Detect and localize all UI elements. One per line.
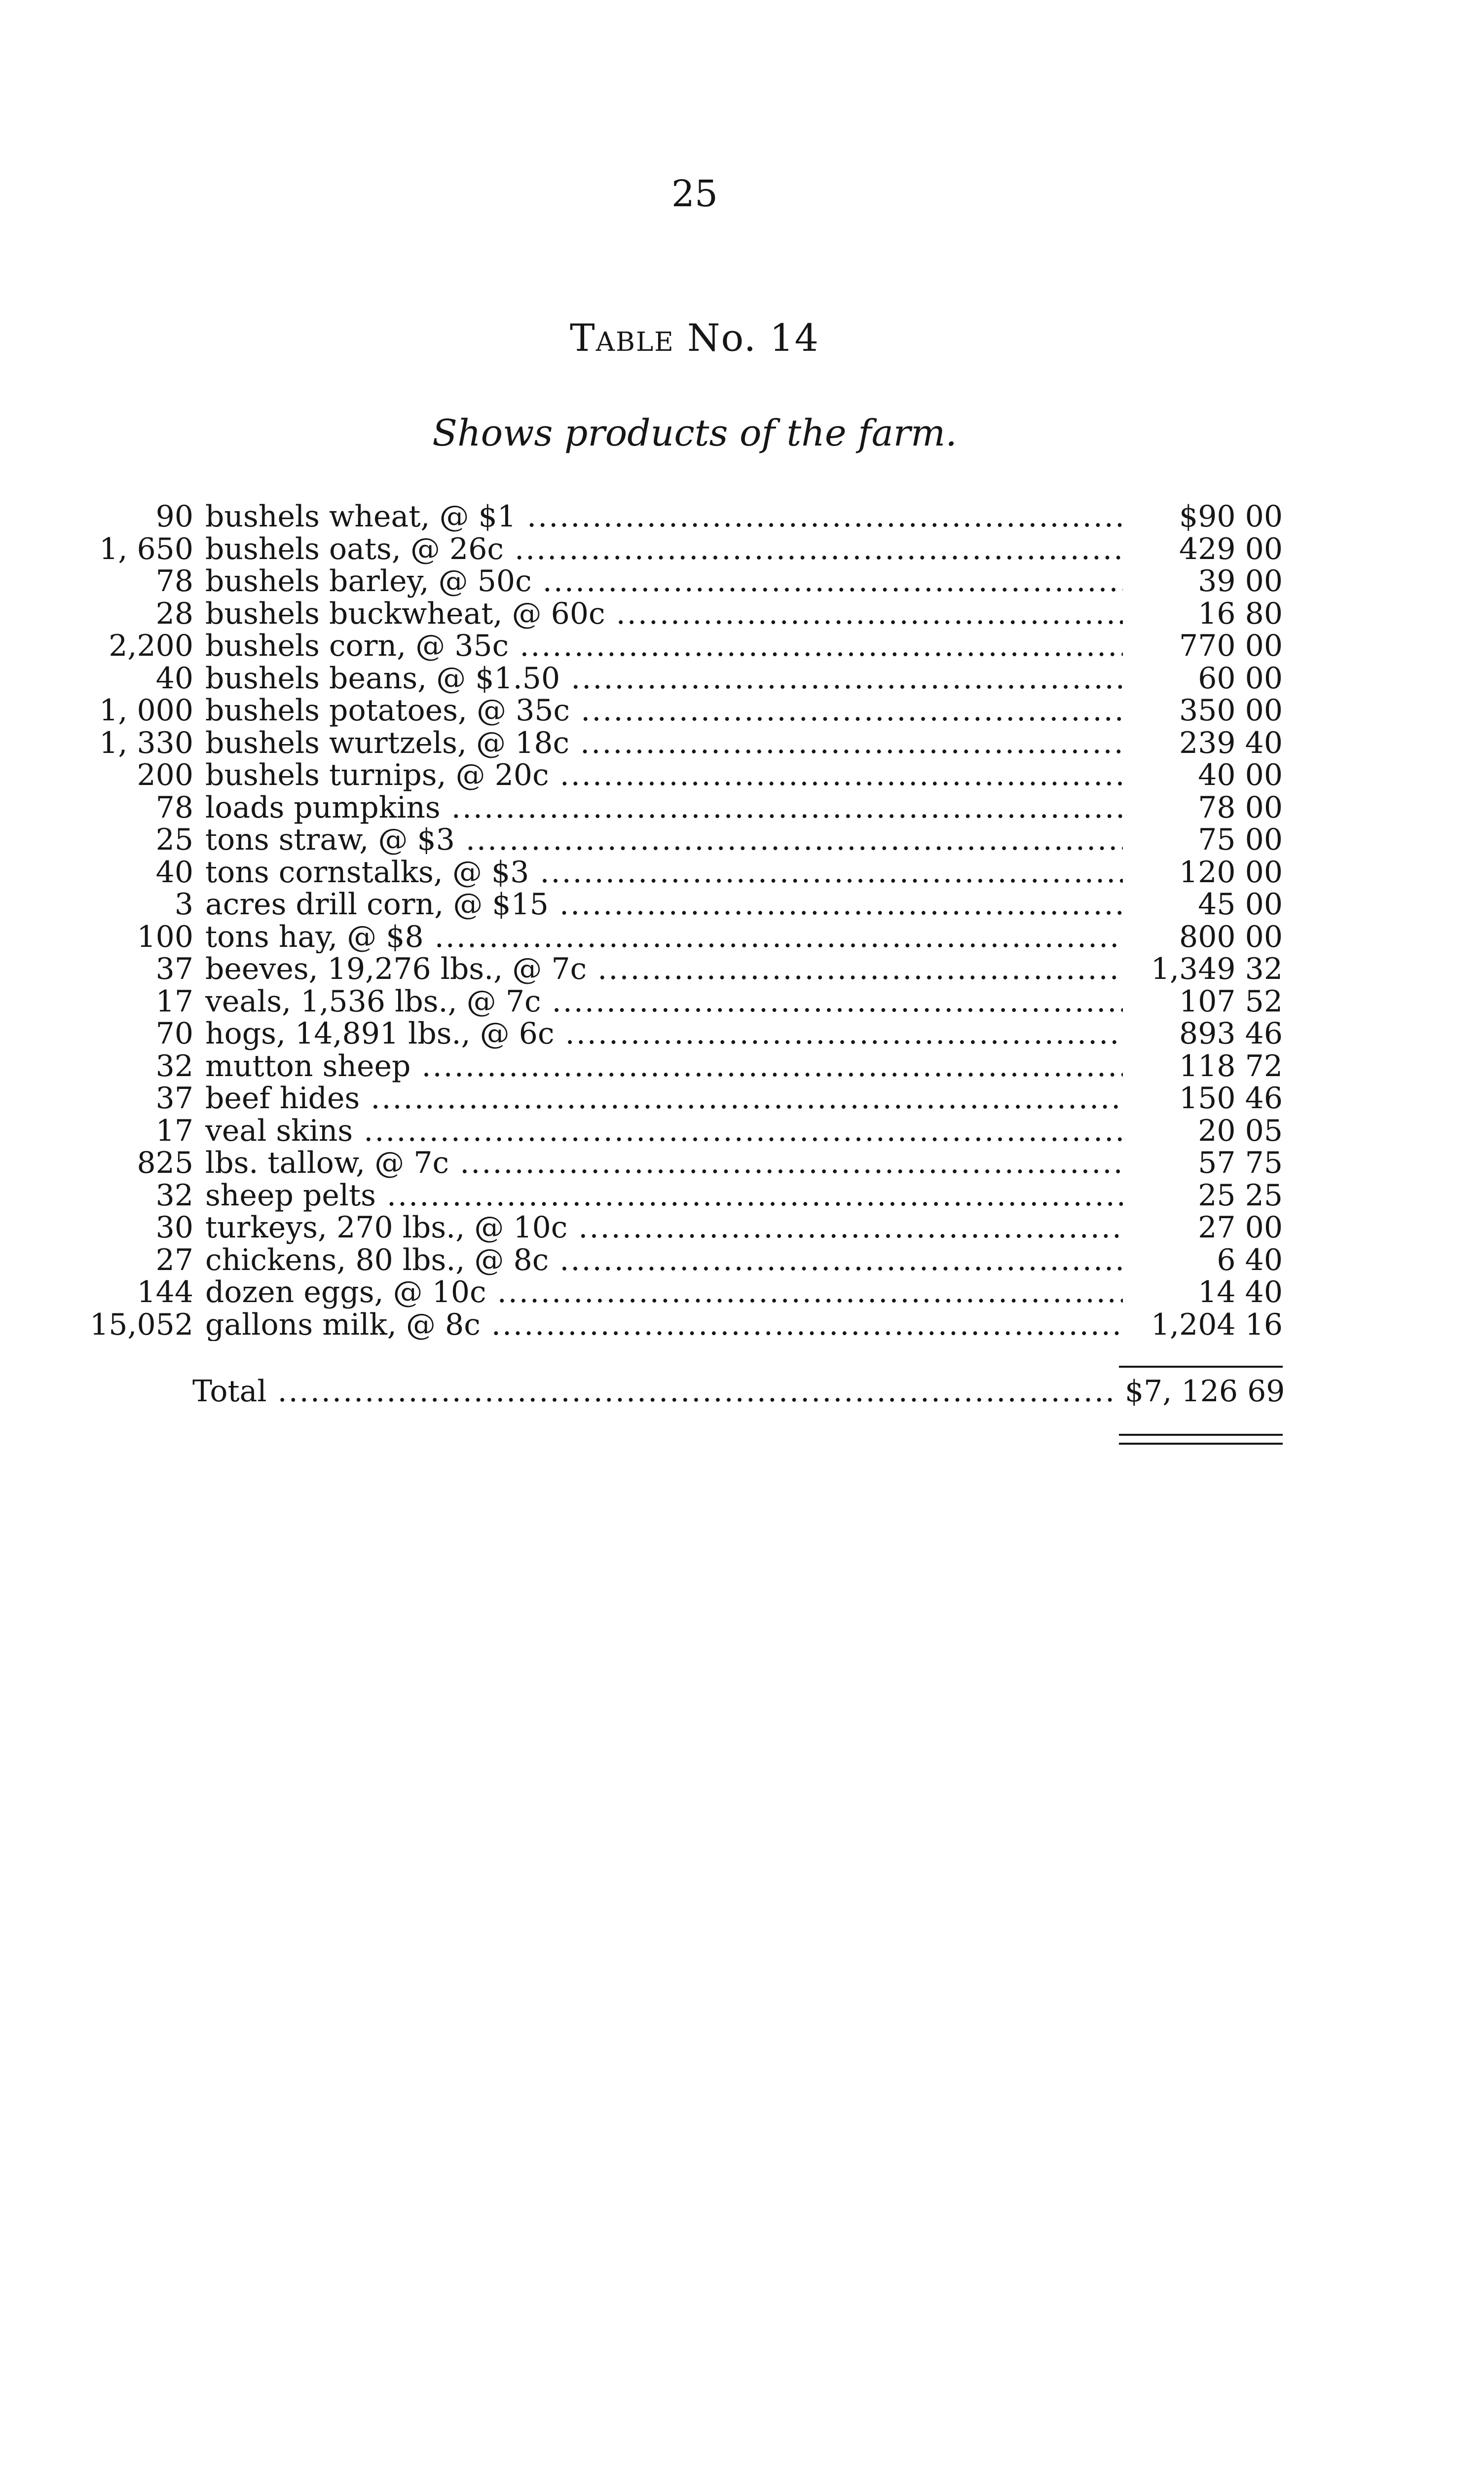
row-description: bushels potatoes, @ 35c ..... (205, 695, 1123, 727)
row-amount: 800 00 (1179, 919, 1283, 954)
row-amount: 20 05 (1198, 1113, 1283, 1148)
total-amount: $7, 126 69 (1125, 1374, 1285, 1409)
row-amount: 16 80 (1198, 596, 1283, 631)
row-description: bushels corn, @ 35c ..... (205, 630, 1123, 663)
row-amount: 60 00 (1198, 661, 1283, 696)
page-number: 25 (671, 173, 718, 215)
row-description: bushels wheat, @ $1 ..... (205, 501, 1123, 533)
row-amount: 6 40 (1217, 1242, 1283, 1277)
table-row (0, 921, 1283, 954)
row-quantity: 40 (155, 855, 193, 890)
table-row (0, 1244, 1283, 1277)
row-quantity: 2,200 (109, 629, 193, 663)
row-quantity: 28 (155, 596, 193, 631)
row-description: sheep pelts ..... (205, 1180, 1123, 1212)
table-title (0, 316, 1389, 360)
row-quantity: 17 (155, 984, 193, 1019)
row-quantity: 32 (155, 1048, 193, 1084)
total-row (0, 1374, 1283, 1409)
row-quantity: 27 (155, 1242, 193, 1277)
row-quantity: 15,052 (90, 1307, 193, 1342)
row-amount: 350 00 (1179, 693, 1283, 728)
row-description: tons hay, @ $8 ..... (205, 921, 1123, 954)
table-row (0, 953, 1283, 986)
table-row (0, 533, 1283, 566)
row-description: chickens, 80 lbs., @ 8c ..... (205, 1244, 1123, 1277)
table-row (0, 727, 1283, 760)
row-quantity: 37 (155, 1081, 193, 1116)
table-row (0, 630, 1283, 663)
row-amount: 27 00 (1198, 1210, 1283, 1245)
row-quantity: 825 (137, 1146, 193, 1180)
row-amount: 107 52 (1179, 984, 1283, 1019)
row-amount: $90 00 (1179, 499, 1283, 534)
row-quantity: 1, 650 (99, 531, 193, 566)
row-amount: 239 40 (1179, 725, 1283, 760)
table-row (0, 792, 1283, 824)
row-description: lbs. tallow, @ 7c ..... (205, 1147, 1123, 1180)
row-quantity: 25 (155, 822, 193, 857)
table-row (0, 501, 1283, 533)
table-title-prefix: Table (570, 316, 674, 360)
row-amount: 45 00 (1198, 887, 1283, 922)
table-title-number: No. 14 (674, 316, 819, 360)
table-row (0, 598, 1283, 631)
total-rule-single (1119, 1366, 1283, 1368)
row-amount: 14 40 (1198, 1275, 1283, 1309)
row-description: gallons milk, @ 8c ..... (205, 1309, 1123, 1342)
row-quantity: 78 (155, 564, 193, 598)
row-quantity: 1, 330 (99, 725, 193, 760)
row-amount: 40 00 (1198, 758, 1283, 792)
table-row (0, 695, 1283, 727)
table-row (0, 1147, 1283, 1180)
table-row (0, 857, 1283, 889)
table-row (0, 1083, 1283, 1115)
table-row (0, 824, 1283, 857)
row-amount: 770 00 (1179, 629, 1283, 663)
row-description: bushels buckwheat, @ 60c ..... (205, 598, 1123, 631)
row-description: acres drill corn, @ $15 ..... (205, 889, 1123, 921)
row-description: beef hides ..... (205, 1083, 1123, 1115)
row-description: mutton sheep ..... (205, 1050, 1123, 1083)
row-amount: 118 72 (1179, 1048, 1283, 1084)
row-quantity: 78 (155, 790, 193, 825)
row-quantity: 3 (174, 887, 193, 922)
table-row (0, 1180, 1283, 1212)
row-description: bushels turnips, @ 20c ..... (205, 759, 1123, 792)
table-row (0, 759, 1283, 792)
row-amount: 75 00 (1198, 822, 1283, 857)
table-row (0, 889, 1283, 921)
row-amount: 39 00 (1198, 564, 1283, 598)
row-quantity: 1, 000 (99, 693, 193, 728)
total-label: Total ..... (192, 1374, 1117, 1409)
row-quantity: 100 (137, 919, 193, 954)
row-amount: 78 00 (1198, 790, 1283, 825)
row-description: veals, 1,536 lbs., @ 7c ..... (205, 986, 1123, 1018)
row-quantity: 30 (155, 1210, 193, 1245)
row-amount: 1,349 32 (1150, 952, 1283, 986)
table-row (0, 1050, 1283, 1083)
total-rule-double (1119, 1434, 1283, 1445)
row-description: bushels oats, @ 26c ..... (205, 533, 1123, 566)
row-quantity: 37 (155, 952, 193, 986)
row-description: dozen eggs, @ 10c ..... (205, 1276, 1123, 1309)
table-row (0, 1212, 1283, 1244)
row-quantity: 17 (155, 1113, 193, 1148)
row-quantity: 32 (155, 1178, 193, 1213)
row-quantity: 200 (137, 758, 193, 792)
row-description: bushels beans, @ $1.50 ..... (205, 663, 1123, 695)
table-row (0, 1309, 1283, 1342)
row-description: tons straw, @ $3 ..... (205, 824, 1123, 857)
row-amount: 429 00 (1179, 531, 1283, 566)
row-amount: 150 46 (1179, 1081, 1283, 1116)
table-row (0, 986, 1283, 1018)
table-row (0, 565, 1283, 598)
table-subtitle: Shows products of the farm. (432, 412, 957, 454)
row-description: turkeys, 270 lbs., @ 10c ..... (205, 1212, 1123, 1244)
table-row (0, 1115, 1283, 1148)
table-row (0, 663, 1283, 695)
products-table (0, 501, 1283, 1341)
row-description: veal skins ..... (205, 1115, 1123, 1148)
row-description: tons cornstalks, @ $3 ..... (205, 857, 1123, 889)
row-description: beeves, 19,276 lbs., @ 7c ..... (205, 953, 1123, 986)
row-amount: 120 00 (1179, 855, 1283, 890)
table-row (0, 1018, 1283, 1050)
row-quantity: 144 (137, 1275, 193, 1309)
row-quantity: 70 (155, 1016, 193, 1051)
row-amount: 25 25 (1198, 1178, 1283, 1213)
row-quantity: 90 (155, 499, 193, 534)
row-amount: 57 75 (1198, 1146, 1283, 1180)
row-amount: 893 46 (1179, 1016, 1283, 1051)
row-description: hogs, 14,891 lbs., @ 6c ..... (205, 1018, 1123, 1050)
row-description: loads pumpkins ..... (205, 792, 1123, 824)
row-description: bushels wurtzels, @ 18c ..... (205, 727, 1123, 760)
row-quantity: 40 (155, 661, 193, 696)
row-description: bushels barley, @ 50c ..... (205, 565, 1123, 598)
row-amount: 1,204 16 (1150, 1307, 1283, 1342)
table-row (0, 1276, 1283, 1309)
